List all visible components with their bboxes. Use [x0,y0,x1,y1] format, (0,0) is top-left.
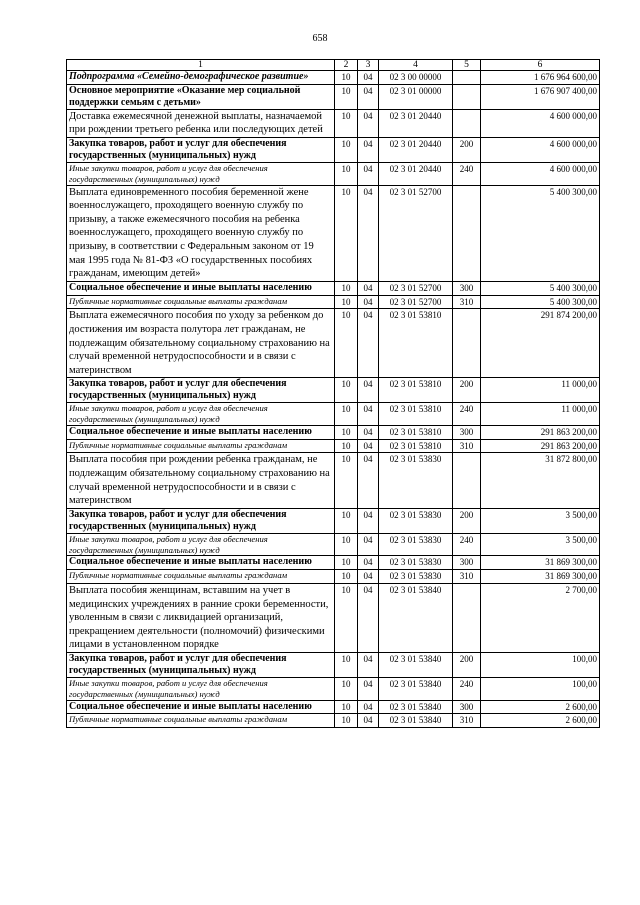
row-name: Иные закупки товаров, работ и услуг для обеспечения государственных (муниципальных) нужд [67,162,335,185]
row-name: Иные закупки товаров, работ и услуг для обеспечения государственных (муниципальных) нужд [67,533,335,556]
subsection-code: 04 [358,84,379,109]
expense-type-code: 310 [453,714,481,728]
amount: 31 869 300,00 [481,570,600,584]
amount: 291 863 200,00 [481,425,600,439]
expense-type-code: 300 [453,556,481,570]
section-code: 10 [335,533,358,556]
row-name: Иные закупки товаров, работ и услуг для обеспечения государственных (муниципальных) нужд [67,403,335,426]
row-name: Основное мероприятие «Оказание мер социальной поддержки семьям с детьми» [67,84,335,109]
section-code: 10 [335,570,358,584]
section-code: 10 [335,556,358,570]
subsection-code: 04 [358,533,379,556]
subsection-code: 04 [358,309,379,378]
amount: 100,00 [481,653,600,678]
table-row [67,700,600,714]
amount: 5 400 300,00 [481,185,600,281]
section-code: 10 [335,439,358,453]
subsection-code: 04 [358,378,379,403]
amount: 4 600 000,00 [481,137,600,162]
table-row [67,570,600,584]
table-row [67,714,600,728]
section-code: 10 [335,714,358,728]
target-article-code: 02 3 01 20440 [379,137,453,162]
budget-table [66,59,600,728]
target-article-code: 02 3 01 20440 [379,109,453,137]
table-body [67,71,600,728]
section-code: 10 [335,162,358,185]
expense-type-code: 240 [453,678,481,701]
amount: 3 500,00 [481,533,600,556]
subsection-code: 04 [358,653,379,678]
row-name: Закупка товаров, работ и услуг для обеспечения государственных (муниципальных) нужд [67,508,335,533]
target-article-code: 02 3 01 52700 [379,281,453,295]
section-code: 10 [335,653,358,678]
table-row [67,71,600,85]
target-article-code: 02 3 01 53810 [379,425,453,439]
amount: 4 600 000,00 [481,109,600,137]
row-name: Иные закупки товаров, работ и услуг для обеспечения государственных (муниципальных) нужд [67,678,335,701]
section-code: 10 [335,185,358,281]
amount: 291 863 200,00 [481,439,600,453]
table-row [67,653,600,678]
expense-type-code: 310 [453,295,481,309]
column-header: 2 [335,60,358,71]
target-article-code: 02 3 01 53840 [379,714,453,728]
target-article-code: 02 3 01 53810 [379,439,453,453]
row-name: Закупка товаров, работ и услуг для обеспечения государственных (муниципальных) нужд [67,137,335,162]
table-row [67,678,600,701]
target-article-code: 02 3 01 53830 [379,508,453,533]
row-name: Выплата единовременного пособия беременной жене военнослужащего, проходящего военную службу по призыву, а также ежемесячного пособия на ребенка военнослужащего, проходящего военную службу по призыву, в соответствии с Федеральным законом от 19 мая 1995 года № 81-ФЗ «О государственных пособиях гражданам, имеющим детей» [67,185,335,281]
section-code: 10 [335,678,358,701]
target-article-code: 02 3 01 52700 [379,295,453,309]
expense-type-code [453,71,481,85]
amount: 5 400 300,00 [481,281,600,295]
row-name: Публичные нормативные социальные выплаты гражданам [67,295,335,309]
amount: 3 500,00 [481,508,600,533]
subsection-code: 04 [358,71,379,85]
subsection-code: 04 [358,162,379,185]
target-article-code: 02 3 01 53840 [379,700,453,714]
row-name: Закупка товаров, работ и услуг для обеспечения государственных (муниципальных) нужд [67,653,335,678]
expense-type-code: 240 [453,533,481,556]
expense-type-code: 200 [453,653,481,678]
table-row [67,556,600,570]
amount: 1 676 964 600,00 [481,71,600,85]
row-name: Доставка ежемесячной денежной выплаты, назначаемой при рождении третьего ребенка или последующих детей [67,109,335,137]
section-code: 10 [335,584,358,653]
subsection-code: 04 [358,508,379,533]
amount: 31 872 800,00 [481,453,600,508]
column-header: 5 [453,60,481,71]
target-article-code: 02 3 01 00000 [379,84,453,109]
column-header: 3 [358,60,379,71]
table-row [67,295,600,309]
target-article-code: 02 3 01 53830 [379,570,453,584]
target-article-code: 02 3 01 53840 [379,653,453,678]
expense-type-code [453,584,481,653]
expense-type-code [453,84,481,109]
row-name: Социальное обеспечение и иные выплаты населению [67,700,335,714]
expense-type-code [453,185,481,281]
row-name: Выплата пособия женщинам, вставшим на учет в медицинских учреждениях в ранние сроки беременности, уволенным в связи с ликвидацией организаций, прекращением деятельности (полномочий) физическими лицами в установленном порядке [67,584,335,653]
subsection-code: 04 [358,281,379,295]
row-name: Выплата пособия при рождении ребенка гражданам, не подлежащим обязательному социальному страхованию на случай временной нетрудоспособности и в связи с материнством [67,453,335,508]
expense-type-code [453,453,481,508]
expense-type-code: 240 [453,403,481,426]
target-article-code: 02 3 01 53830 [379,533,453,556]
section-code: 10 [335,425,358,439]
subsection-code: 04 [358,714,379,728]
row-name: Социальное обеспечение и иные выплаты населению [67,425,335,439]
table-row [67,309,600,378]
expense-type-code: 300 [453,281,481,295]
expense-type-code [453,109,481,137]
section-code: 10 [335,71,358,85]
expense-type-code: 200 [453,137,481,162]
subsection-code: 04 [358,439,379,453]
table-row [67,533,600,556]
table-row [67,185,600,281]
section-code: 10 [335,403,358,426]
section-code: 10 [335,109,358,137]
amount: 31 869 300,00 [481,556,600,570]
row-name: Подпрограмма «Семейно-демографическое развитие» [67,71,335,85]
amount: 100,00 [481,678,600,701]
target-article-code: 02 3 01 53810 [379,309,453,378]
table-row [67,281,600,295]
table-row [67,162,600,185]
column-header: 4 [379,60,453,71]
table-row [67,584,600,653]
amount: 4 600 000,00 [481,162,600,185]
section-code: 10 [335,453,358,508]
target-article-code: 02 3 01 20440 [379,162,453,185]
amount: 2 600,00 [481,714,600,728]
row-name: Социальное обеспечение и иные выплаты населению [67,556,335,570]
section-code: 10 [335,137,358,162]
section-code: 10 [335,84,358,109]
target-article-code: 02 3 01 53840 [379,584,453,653]
subsection-code: 04 [358,425,379,439]
subsection-code: 04 [358,700,379,714]
row-name: Социальное обеспечение и иные выплаты населению [67,281,335,295]
section-code: 10 [335,700,358,714]
amount: 11 000,00 [481,378,600,403]
page-number: 658 [312,33,328,44]
subsection-code: 04 [358,109,379,137]
table-row [67,378,600,403]
table-row [67,84,600,109]
target-article-code: 02 3 01 53810 [379,403,453,426]
row-name: Публичные нормативные социальные выплаты гражданам [67,570,335,584]
amount: 5 400 300,00 [481,295,600,309]
amount: 2 700,00 [481,584,600,653]
header-row [67,60,600,71]
section-code: 10 [335,508,358,533]
expense-type-code: 310 [453,439,481,453]
subsection-code: 04 [358,570,379,584]
expense-type-code: 200 [453,378,481,403]
target-article-code: 02 3 00 00000 [379,71,453,85]
subsection-code: 04 [358,295,379,309]
expense-type-code: 240 [453,162,481,185]
expense-type-code: 310 [453,570,481,584]
column-header: 6 [481,60,600,71]
subsection-code: 04 [358,584,379,653]
table-row [67,403,600,426]
subsection-code: 04 [358,403,379,426]
amount: 2 600,00 [481,700,600,714]
section-code: 10 [335,309,358,378]
section-code: 10 [335,378,358,403]
amount: 11 000,00 [481,403,600,426]
target-article-code: 02 3 01 53810 [379,378,453,403]
target-article-code: 02 3 01 53830 [379,453,453,508]
row-name: Публичные нормативные социальные выплаты гражданам [67,714,335,728]
target-article-code: 02 3 01 52700 [379,185,453,281]
subsection-code: 04 [358,453,379,508]
table-row [67,453,600,508]
table-row [67,508,600,533]
subsection-code: 04 [358,185,379,281]
subsection-code: 04 [358,137,379,162]
expense-type-code: 300 [453,700,481,714]
row-name: Выплата ежемесячного пособия по уходу за ребенком до достижения им возраста полутора лет гражданам, не подлежащим обязательному социальному страхованию на случай временной нетрудоспособности и в связи с материнством [67,309,335,378]
expense-type-code: 300 [453,425,481,439]
expense-type-code [453,309,481,378]
table-header [67,60,600,71]
table-row [67,425,600,439]
row-name: Закупка товаров, работ и услуг для обеспечения государственных (муниципальных) нужд [67,378,335,403]
target-article-code: 02 3 01 53840 [379,678,453,701]
subsection-code: 04 [358,556,379,570]
section-code: 10 [335,281,358,295]
table-row [67,439,600,453]
expense-type-code: 200 [453,508,481,533]
table-row [67,109,600,137]
amount: 1 676 907 400,00 [481,84,600,109]
subsection-code: 04 [358,678,379,701]
row-name: Публичные нормативные социальные выплаты гражданам [67,439,335,453]
section-code: 10 [335,295,358,309]
target-article-code: 02 3 01 53830 [379,556,453,570]
amount: 291 874 200,00 [481,309,600,378]
table-row [67,137,600,162]
column-header: 1 [67,60,335,71]
